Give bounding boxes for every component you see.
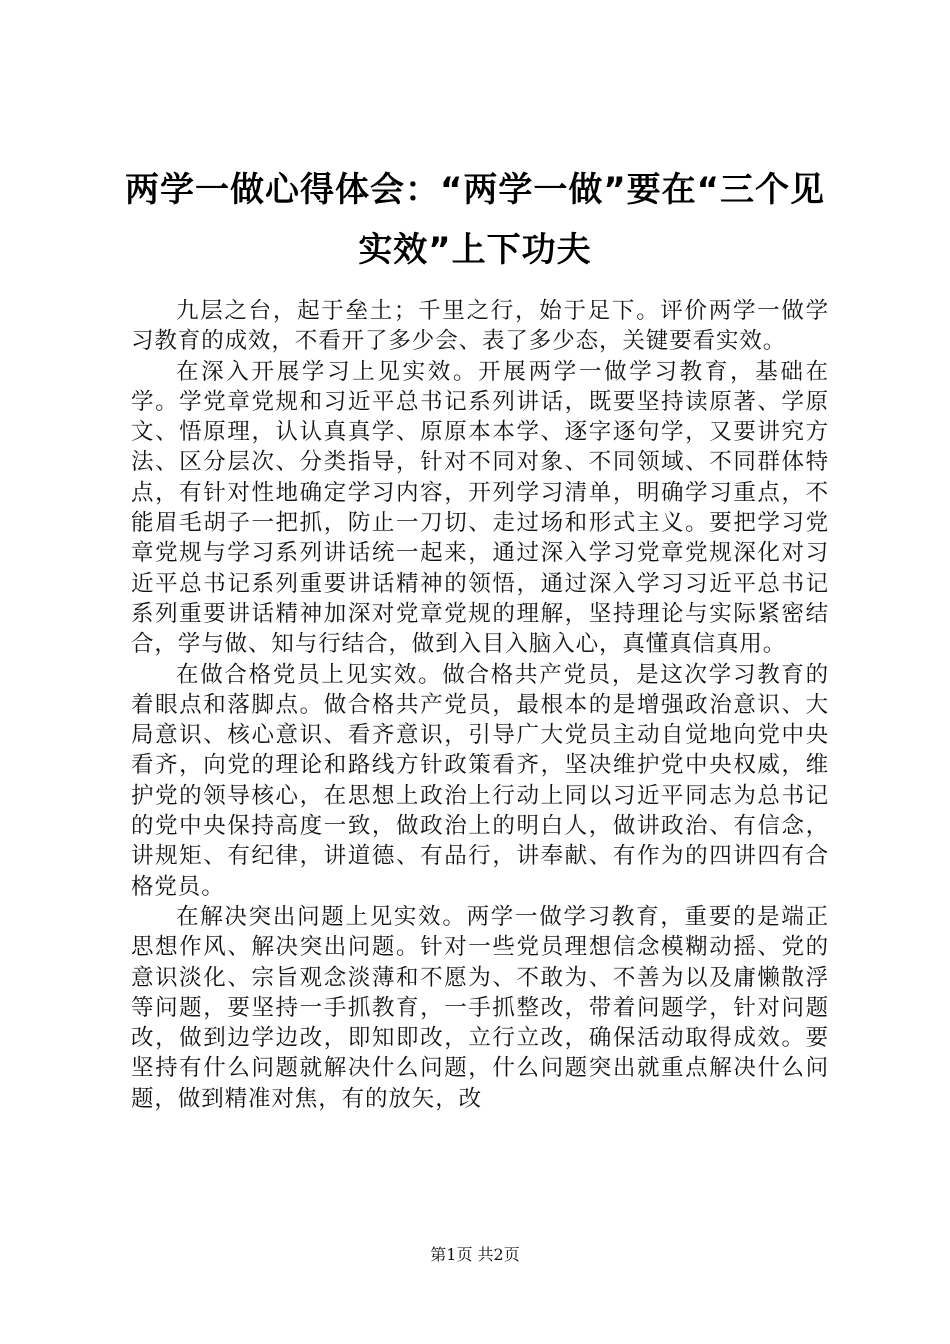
paragraph-solve-problems: 在解决突出问题上见实效。两学一做学习教育，重要的是端正思想作风、解决突出问题。针对一些党员理想信念模糊动摇、党的意识淡化、宗旨观念淡薄和不愿为、不敢为、不善为以及庸懒散浮等问题，要坚持一手抓教育，一手抓整改，带着问题学，针对问题改，做到边学边改，即知即改，立行立改，确保活动取得成效。要坚持有什么问题就解决什么问题，什么问题突出就重点解决什么问题，做到精准对焦，有的放矢，改	[131, 903, 829, 1112]
page-footer: 第1页 共2页	[430, 1245, 520, 1264]
document-body	[131, 296, 829, 1114]
paragraph-intro: 九层之台，起于垒土；千里之行，始于足下。评价两学一做学习教育的成效，不看开了多少会、表了多少态，关键要看实效。	[131, 298, 829, 355]
paragraph-study: 在深入开展学习上见实效。开展两学一做学习教育，基础在学。学党章党规和习近平总书记系列讲话，既要坚持读原著、学原文、悟原理，认认真真学、原原本本学、逐字逐句学，又要讲究方法、区分层次、分类指导，针对不同对象、不同领域、不同群体特点，有针对性地确定学习内容，开列学习清单，明确学习重点，不能眉毛胡子一把抓，防止一刀切、走过场和形式主义。要把学习党章党规与学习系列讲话统一起来，通过深入学习党章党规深化对习近平总书记系列重要讲话精神的领悟，通过深入学习习近平总书记系列重要讲话精神加深对党章党规的理解，坚持理论与实际紧密结合，学与做、知与行结合，做到入目入脑入心，真懂真信真用。	[131, 358, 829, 658]
document-title: 两学一做心得体会：“两学一做”要在“三个见实效”上下功夫	[124, 170, 826, 270]
paragraph-qualified-member: 在做合格党员上见实效。做合格共产党员，是这次学习教育的着眼点和落脚点。做合格共产党员，最根本的是增强政治意识、大局意识、核心意识、看齐意识，引导广大党员主动自觉地向党中央看齐，向党的理论和路线方针政策看齐，坚决维护党中央权威，维护党的领导核心，在思想上政治上行动上同以习近平同志为总书记的党中央保持高度一致，做政治上的明白人，做讲政治、有信念，讲规矩、有纪律，讲道德、有品行，讲奉献、有作为的四讲四有合格党员。	[131, 661, 829, 900]
